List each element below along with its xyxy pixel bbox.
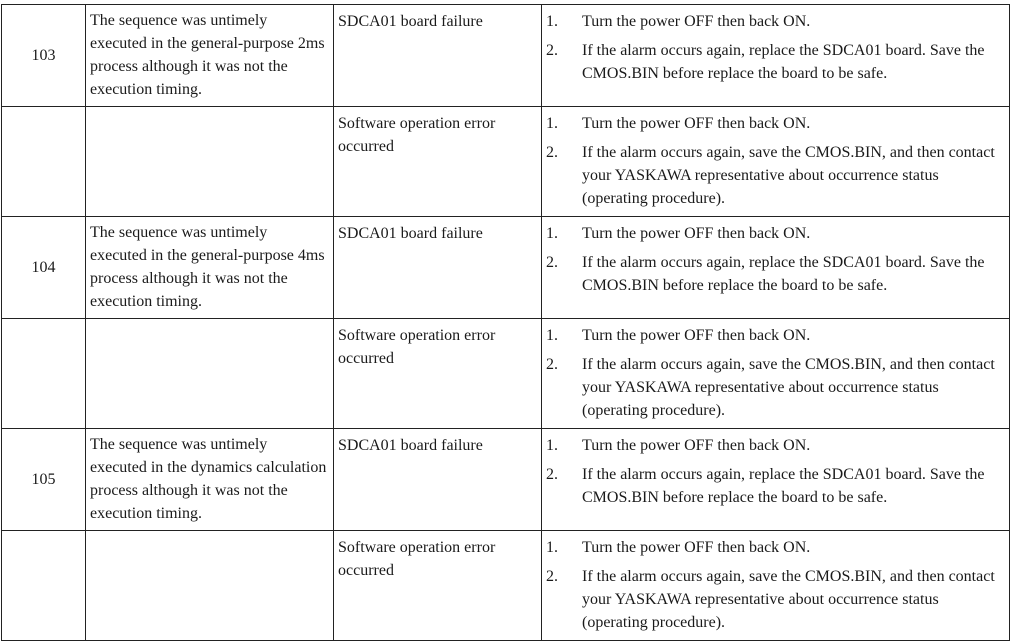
alarm-code-cell [2,429,86,531]
remedy-cell [542,531,1010,641]
remedy-step [546,353,1001,422]
step-number: 1. [546,115,558,132]
remedy-cell [542,5,1010,107]
step-number: 2. [546,356,558,373]
step-number: 2. [546,568,558,585]
step-number: 1. [546,327,558,344]
remedy-cell [542,429,1010,531]
alarm-code-cell [2,5,86,107]
alarm-code: 103 [31,47,56,64]
alarm-code-cell-empty [2,107,86,217]
table-row [2,107,1010,217]
step-text: If the alarm occurs again, save the CMOS.BIN, and then contact your YASKAWA representative about occurrence status (operating procedure). [582,356,995,419]
step-text: Turn the power OFF then back ON. [582,327,811,344]
remedy-step [546,10,1001,33]
reason-cell: Software operation error occurred [334,531,542,641]
step-number: 1. [546,13,558,30]
alarm-table [1,4,1010,641]
reason-cell: SDCA01 board failure [334,5,542,107]
step-text: If the alarm occurs again, save the CMOS.BIN, and then contact your YASKAWA representative about occurrence status (operating procedure). [582,144,995,207]
step-text: Turn the power OFF then back ON. [582,437,811,454]
remedy-step [546,141,1001,210]
cause-cell: The sequence was untimely executed in the general-purpose 4ms process although it was not the execution timing. [86,217,334,319]
remedy-step [546,565,1001,634]
step-number: 2. [546,42,558,59]
step-number: 1. [546,539,558,556]
table-row [2,217,1010,319]
step-text: If the alarm occurs again, replace the SDCA01 board. Save the CMOS.BIN before replace the board to be safe. [582,466,985,506]
table-row [2,429,1010,531]
cause-cell: The sequence was untimely executed in the general-purpose 2ms process although it was not the execution timing. [86,5,334,107]
step-number: 1. [546,437,558,454]
alarm-code-cell-empty [2,531,86,641]
remedy-step [546,463,1001,509]
remedy-step [546,39,1001,85]
alarm-code-cell [2,217,86,319]
alarm-code-cell-empty [2,319,86,429]
table-row [2,319,1010,429]
cause-cell-empty [86,319,334,429]
remedy-cell [542,217,1010,319]
remedy-step [546,112,1001,135]
remedy-cell [542,319,1010,429]
step-text: If the alarm occurs again, replace the SDCA01 board. Save the CMOS.BIN before replace the board to be safe. [582,42,985,82]
step-text: If the alarm occurs again, replace the SDCA01 board. Save the CMOS.BIN before replace the board to be safe. [582,254,985,294]
reason-cell: Software operation error occurred [334,107,542,217]
remedy-step [546,251,1001,297]
cause-cell: The sequence was untimely executed in the dynamics calculation process although it was not the execution timing. [86,429,334,531]
alarm-code: 104 [31,259,56,276]
step-text: Turn the power OFF then back ON. [582,115,811,132]
remedy-cell [542,107,1010,217]
alarm-code: 105 [31,471,56,488]
cause-cell-empty [86,531,334,641]
step-text: Turn the power OFF then back ON. [582,225,811,242]
table-row [2,531,1010,641]
reason-cell: SDCA01 board failure [334,429,542,531]
cause-cell-empty [86,107,334,217]
reason-cell: SDCA01 board failure [334,217,542,319]
step-text: Turn the power OFF then back ON. [582,539,811,556]
reason-cell: Software operation error occurred [334,319,542,429]
step-text: If the alarm occurs again, save the CMOS.BIN, and then contact your YASKAWA representative about occurrence status (operating procedure). [582,568,995,631]
remedy-step [546,324,1001,347]
step-number: 2. [546,254,558,271]
remedy-step [546,222,1001,245]
remedy-step [546,536,1001,559]
remedy-step [546,434,1001,457]
step-text: Turn the power OFF then back ON. [582,13,811,30]
table-row [2,5,1010,107]
step-number: 1. [546,225,558,242]
step-number: 2. [546,144,558,161]
step-number: 2. [546,466,558,483]
